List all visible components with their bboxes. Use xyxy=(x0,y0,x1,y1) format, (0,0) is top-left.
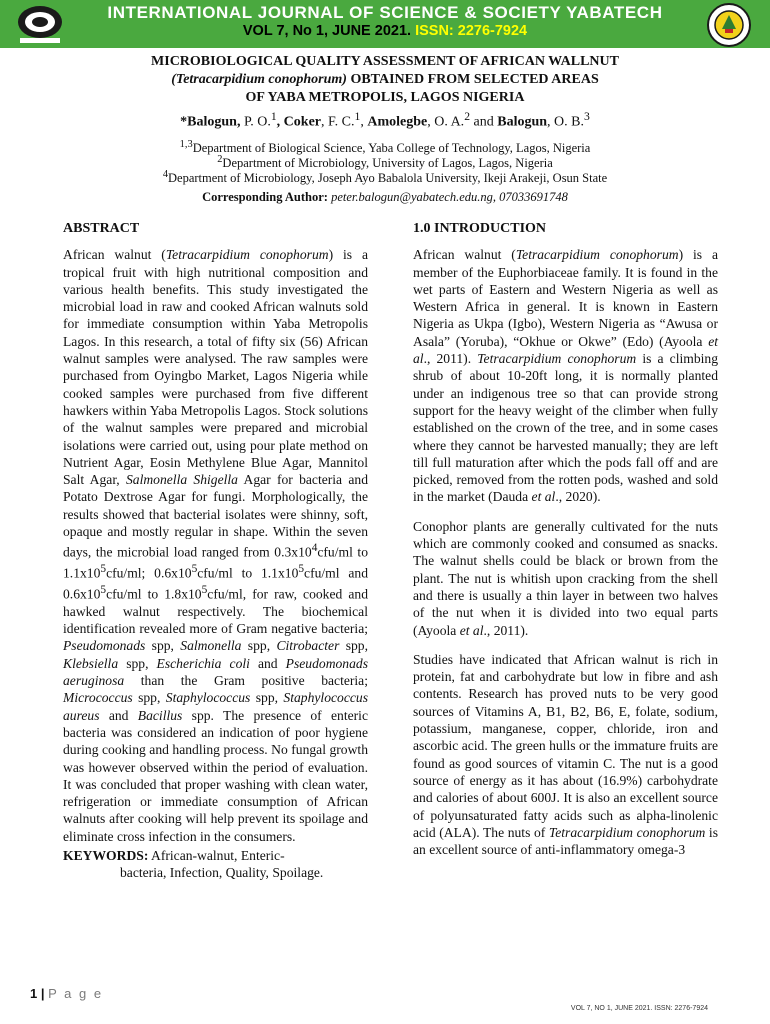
page-footer: 1 | P a g e xyxy=(30,986,104,1001)
title-line-1: MICROBIOLOGICAL QUALITY ASSESSMENT OF AFRICAN WALLNUT xyxy=(151,54,619,69)
keywords-label: KEYWORDS: xyxy=(63,847,149,863)
author-initials: , O. B. xyxy=(547,114,584,130)
abstract-column xyxy=(63,220,368,882)
yabatech-crest-logo xyxy=(706,2,752,48)
title-line-2-rest: OBTAINED FROM SELECTED AREAS xyxy=(346,72,599,87)
affiliation-text: Department of Microbiology, Joseph Ayo Babalola University, Ikeji Arakeji, Osun State xyxy=(168,171,608,186)
keywords-line-1: African-walnut, Enteric- xyxy=(148,847,285,863)
paper-title xyxy=(0,53,770,107)
author-affiliation-sup: 3 xyxy=(584,110,590,123)
page-label: P a g e xyxy=(48,986,104,1001)
author-initials: , F. C. xyxy=(321,114,355,130)
keywords xyxy=(63,847,368,882)
author-affiliation-sup: 1 xyxy=(270,110,277,123)
affiliation-sup: 2 xyxy=(217,154,223,165)
author-affiliation-sup: 2 xyxy=(464,110,471,123)
issn-text: ISSN: 2276-7924 xyxy=(415,23,528,39)
introduction-paragraph-1: African walnut (Tetracarpidium conophorum) is a member of the Euphorbiaceae family. It is found in the wet parts of Eastern and Western Nigeria as well as Western Africa in general. It is known in Eastern Nigeria as Ukpa (Igbo), Western Nigeria as “Awusa or Asala” (Yoruba), “Okhue or Okwe” (Edo) (Ayoola et al., 2011). Tetracarpidium conophorum is a climbing shrub of about 10-20ft long, it is normally planted under an indigenous tree so that can provide strong support for the heavy weight of the climber when fully established on the crown of the tree, and in some cases where they cannot be harvested manually; they are left till full maturation after which the pods fall off and are picked, removed from the rotten pods, washed and sold in the market (Dauda et al., 2020). xyxy=(413,247,718,505)
affiliation-sup: 4 xyxy=(162,169,169,180)
corresponding-label: Corresponding Author: xyxy=(202,190,328,204)
author-surname: Balogun xyxy=(497,114,548,130)
title-line-3: OF YABA METROPOLIS, LAGOS NIGERIA xyxy=(245,90,525,105)
author-initials: P. O. xyxy=(240,114,271,130)
footer-journal-info: VOL 7, NO 1, JUNE 2021. ISSN: 2276-7924 xyxy=(570,1005,708,1012)
corresponding-author xyxy=(0,190,770,205)
introduction-heading: 1.0 INTRODUCTION xyxy=(413,221,547,236)
introduction-paragraph-2: Conophor plants are generally cultivated for the nuts which are commonly cooked and consumed as snacks. The walnut shells could be black or brown from the plant. The nut is whitish upon cracking from the shell and there is usually a thin layer in between two halves of the nut when it is divided into two equal parts (Ayoola et al., 2011). xyxy=(413,518,718,638)
author-separator: , xyxy=(276,114,284,130)
volume-issn-line xyxy=(0,23,770,39)
abstract-heading: ABSTRACT xyxy=(63,221,140,236)
author-list xyxy=(0,110,770,131)
affiliation-3 xyxy=(0,167,770,186)
title-species-italic: (Tetracarpidium conophorum) xyxy=(171,72,347,87)
title-line-2 xyxy=(0,71,770,89)
page-number: 1 xyxy=(30,986,38,1001)
affiliation-text: Department of Microbiology, University of Lagos, Lagos, Nigeria xyxy=(222,156,553,171)
author-surname: Coker xyxy=(283,114,321,130)
affiliation-sup: 1,3 xyxy=(179,139,193,150)
corresponding-contact: peter.balogun@yabatech.edu.ng, 07033691748 xyxy=(331,190,568,204)
author-surname: *Balogun, xyxy=(180,114,241,130)
author-surname: Amolegbe xyxy=(367,114,428,130)
volume-text: VOL 7, No 1, JUNE 2021. xyxy=(242,23,412,39)
journal-banner xyxy=(0,0,770,48)
abstract-text: African walnut (Tetracarpidium conophorum) is a tropical fruit with high nutritional composition and various health benefits. This study investigated the microbial load in raw and cooked African walnuts sold for immediate consumption within Yaba Metropolis Lagos. In this research, a total of fifty six (56) African walnut samples were analysed. The raw samples were purchased from Oyingbo Market, Lagos Nigeria while cooked samples were purchased from five different hawkers within Yaba Metropolis Lagos. Stock solutions of the walnut samples were prepared and microbial isolations were carried out, using pour plate method on Nutrient Agar, Eosin Methylene Blue Agar, Mannitol Salt Agar, Salmonella Shigella Agar for bacteria and Potato Dextrose Agar for fungi. Morphologically, the results showed that bacterial isolates were shinny, soft, opaque and mostly regular in shape. Within the seven days, the microbial load ranged from $0.3x10^4cfu/ml$ to $1.1x10^5cfu/ml$; $0.6x10^5cfu/ml$ to $1.1x10^5cfu/ml$ and $0.6x10^5cfu/ml$ to $1.8x10^5cfu/ml$, for raw, cooked and hawked walnut respectively. The biochemical identification revealed more of Gram negative bacteria; Pseudomonads spp, Salmonella spp, Citrobacter spp, Klebsiella spp, Escherichia coli and Pseudomonads aeruginosa than the Gram positive bacteria; Micrococcus spp, Staphylococcus spp, Staphylococcus aureus and Bacillus spp. The presence of enteric bacteria was considered an indication of poor hygiene during cooking and handling process. No fungal growth was however observed within the period of evaluation. It was concluded that proper washing with clean water, refrigeration or immediate consumption of African walnuts after cooking will help prevent its spoilage and eliminate cross infection in the consumers. xyxy=(63,247,369,844)
journal-name: INTERNATIONAL JOURNAL OF SCIENCE & SOCIETY YABATECH xyxy=(107,3,663,22)
keywords-line-2: bacteria, Infection, Quality, Spoilage. xyxy=(120,865,324,881)
author-separator: , xyxy=(360,114,368,130)
author-initials: , O. A. xyxy=(427,114,465,130)
affiliation-text: Department of Biological Science, Yaba College of Technology, Lagos, Nigeria xyxy=(192,141,591,156)
introduction-column xyxy=(413,220,718,858)
introduction-paragraph-3: Studies have indicated that African walnut is rich in protein, fat and carbohydrate but low in fibre and ash contents. Research has proved nuts to be very good sources of Vitamins A, B1, B2, B6, E, folate, sodium, potassium, manganese, copper, chloride, iron and ascorbic acid. The green hulls or the immature fruits are found as good sources of vitamin C. The nut is a good source of energy as it has about (16.9%) carbohydrate and calories of about 600J. It is also an excellent source of polyunsaturated fatty acids such as alpha-linolenic acid (ALA). The nuts of Tetracarpidium conophorum is an excellent source of anti-inflammatory omega-3 xyxy=(413,651,718,858)
author-separator: and xyxy=(470,114,498,130)
author-affiliation-sup: 1 xyxy=(354,110,361,123)
